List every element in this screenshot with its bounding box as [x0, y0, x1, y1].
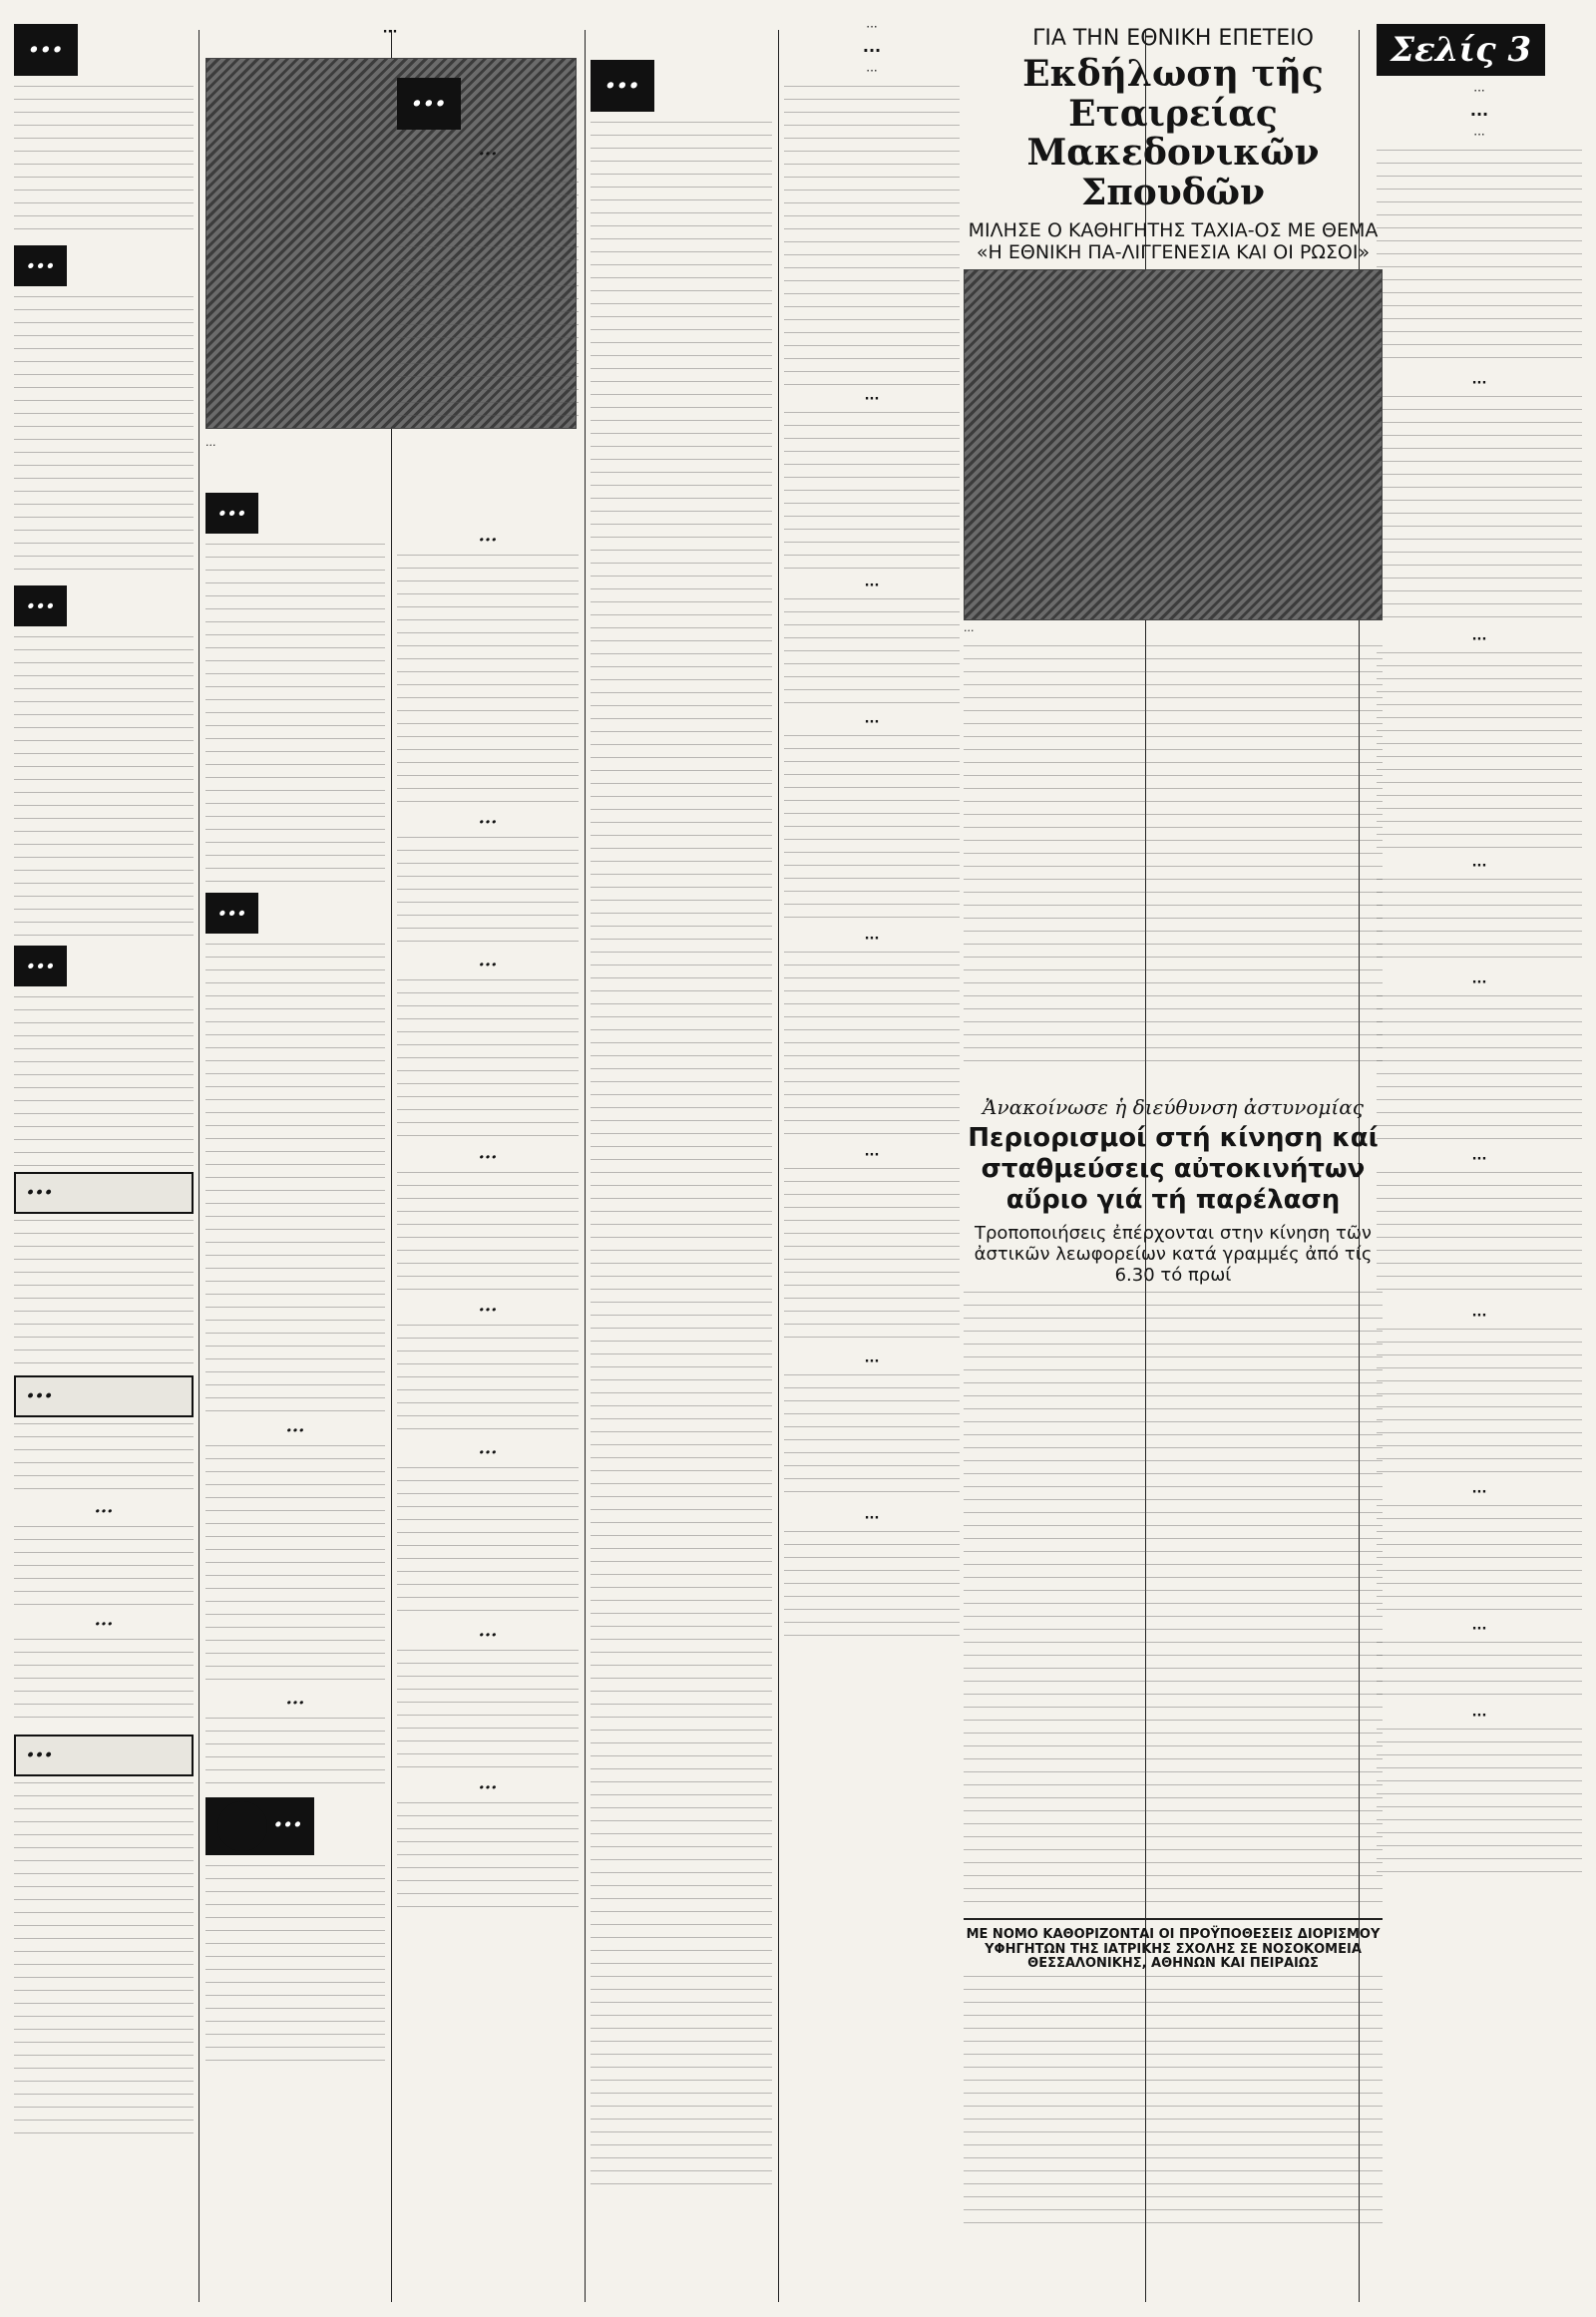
- section-header: ···: [14, 24, 78, 76]
- section-header: ···: [14, 585, 67, 626]
- article-headline: ···: [478, 1625, 498, 1646]
- article-headline: ···: [478, 1442, 498, 1463]
- article-headline: ···: [1471, 859, 1487, 875]
- article-headline: ···: [94, 1501, 114, 1522]
- article-headline: ···: [1471, 1621, 1487, 1637]
- article-headline: ···: [862, 41, 882, 60]
- column-8: [1377, 18, 1582, 2307]
- column-1: [14, 18, 194, 2307]
- article-headline: ···: [864, 1354, 880, 1370]
- traffic-story: [964, 1087, 1383, 2307]
- article-headline: ···: [478, 1777, 498, 1798]
- article-headline: ···: [1471, 975, 1487, 991]
- photo-caption: ···: [205, 439, 216, 452]
- article-headline: ···: [94, 1614, 114, 1635]
- section-header: ···: [14, 245, 67, 286]
- section-header: ···: [14, 946, 67, 986]
- traffic-kicker: Ἀνακοίνωσε ἡ διεύθυνση ἀστυνομίας: [983, 1095, 1364, 1119]
- article-subhead: ···: [866, 64, 878, 79]
- section-header: ···: [14, 1735, 194, 1776]
- article-headline: ···: [382, 25, 398, 40]
- section-header: ···: [14, 1172, 194, 1214]
- article-headline: ···: [864, 715, 880, 731]
- article-headline: ···: [864, 392, 880, 408]
- audience-photo: [964, 269, 1383, 620]
- lead-headline: Εκδήλωση τῆς Εταιρείας Μακεδονικῶν Σπουδῶν: [1022, 53, 1324, 214]
- article-headline: ···: [478, 1147, 498, 1168]
- article-headline: ···: [864, 1511, 880, 1527]
- article-subhead: ···: [1473, 128, 1485, 143]
- record-icon: [217, 1801, 267, 1851]
- traffic-headline: Περιορισμοί στή κίνηση καί σταθμεύσεις αὐτοκινήτων αὔριο γιά τή παρέλαση: [968, 1123, 1379, 1216]
- section-header: ···: [591, 60, 654, 112]
- section-header: ···: [205, 493, 258, 534]
- article-headline: ···: [1471, 632, 1487, 648]
- article-headline: ···: [1471, 1485, 1487, 1501]
- section-header: ···: [205, 893, 258, 934]
- article-headline: ···: [1471, 1152, 1487, 1168]
- article-headline: ···: [478, 1300, 498, 1321]
- lead-kicker: ΓΙΑ ΤΗΝ ΕΘΝΙΚΗ ΕΠΕΤΕΙΟ: [1032, 26, 1314, 51]
- article-headline: ···: [478, 812, 498, 833]
- article-headline: ···: [478, 144, 498, 165]
- article-headline: ···: [1469, 105, 1489, 124]
- column-3: [397, 18, 579, 2307]
- photo-caption: ···: [964, 623, 975, 637]
- lead-subhead: ΜΙΛΗΣΕ Ο ΚΑΘΗΓΗΤΗΣ ΤΑΧΙΑ-ΟΣ ΜΕ ΘΕΜΑ «Η ΕΘΝΙΚΗ ΠΑ-ΛΙΓΓΕΝΕΣΙΑ ΚΑΙ ΟΙ ΡΩΣΟΙ»: [968, 218, 1379, 263]
- column-2: [205, 18, 398, 2307]
- article-headline: ···: [864, 932, 880, 948]
- section-header: ···: [205, 1797, 314, 1855]
- appointments-headline: ΜΕ ΝΟΜΟ ΚΑΘΟΡΙΖΟΝΤΑΙ ΟΙ ΠΡΟΫΠΟΘΕΣΕΙΣ ΔΙΟΡΙΣΜΟΥ ΥΦΗΓΗΤΩΝ ΤΗΣ ΙΑΤΡΙΚΗΣ ΣΧΟΛΗΣ ΣΕ ΝΟΣΟΚΟΜΕΙΑ ΘΕΣΣΑΛΟΝΙΚΗΣ, ΑΘΗΝΩΝ ΚΑΙ ΠΕΙΡΑΙΩΣ: [966, 1926, 1381, 1972]
- article-kicker: ···: [866, 20, 878, 34]
- article-headline: ···: [1471, 376, 1487, 392]
- column-4: [591, 18, 772, 2307]
- article-headline: ···: [285, 1693, 305, 1714]
- article-headline: ···: [864, 1148, 880, 1164]
- section-header: ···: [397, 78, 461, 130]
- article-headline: ···: [478, 530, 498, 551]
- article-headline: ···: [864, 579, 880, 594]
- article-headline: ···: [1471, 1309, 1487, 1325]
- article-headline: ···: [1471, 1708, 1487, 1724]
- traffic-subhead: Τροποποιήσεις ἐπέρχονται στην κίνηση τῶν ἀστικῶν λεωφορείων κατά γραμμές ἀπό τίς 6.30 τό πρωί: [974, 1222, 1373, 1286]
- page-tag: Σελίς 3: [1377, 24, 1545, 76]
- article-kicker: ···: [1473, 84, 1485, 98]
- section-header: ···: [14, 1375, 194, 1417]
- article-headline: ···: [285, 1420, 305, 1441]
- article-headline: ···: [478, 955, 498, 975]
